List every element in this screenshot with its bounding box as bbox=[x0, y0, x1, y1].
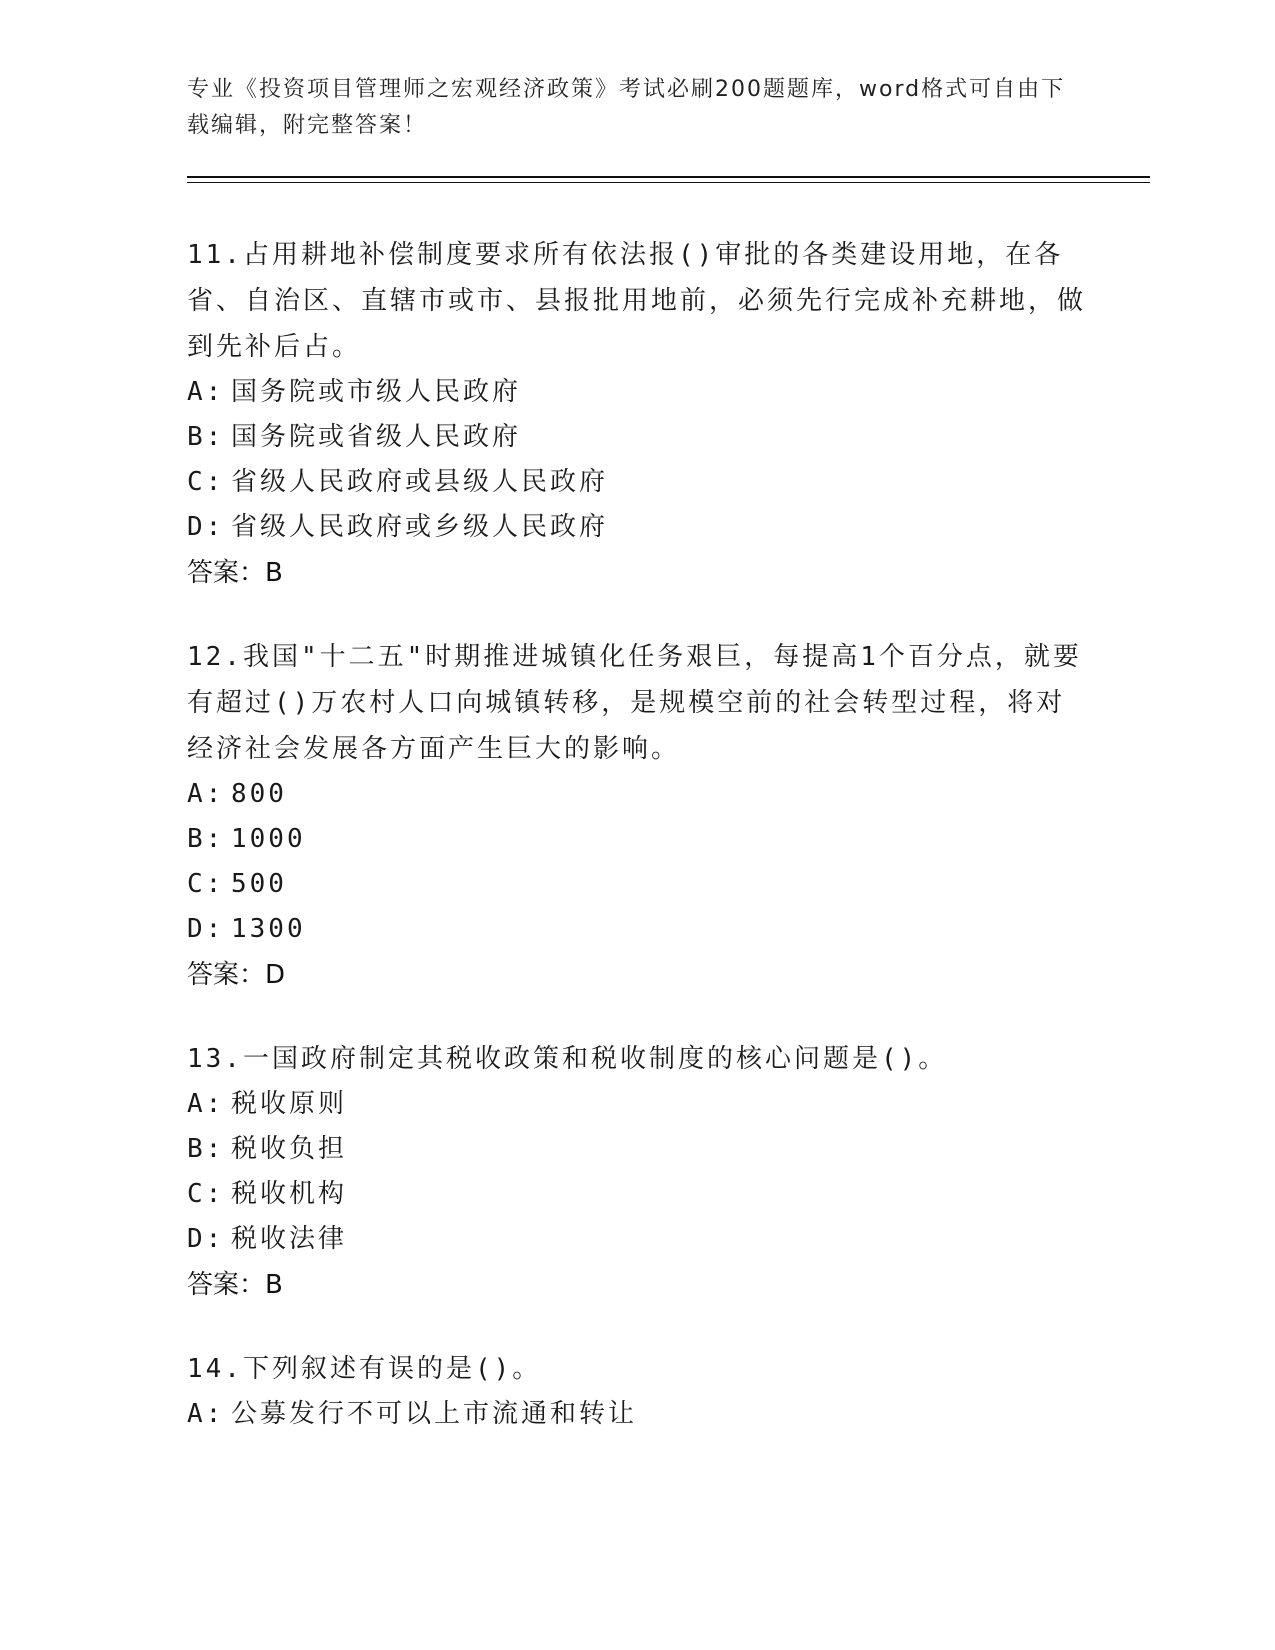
option-key: B: bbox=[187, 824, 225, 854]
header-divider bbox=[187, 176, 1150, 178]
option-text: 国务院或市级人民政府 bbox=[231, 377, 522, 407]
option-key: B: bbox=[187, 1134, 225, 1164]
question-list bbox=[187, 232, 1087, 1475]
option-text: 1000 bbox=[231, 824, 306, 854]
option-key: C: bbox=[187, 467, 225, 497]
option-key: B: bbox=[187, 422, 225, 452]
answer-line: 答案：B bbox=[187, 558, 283, 588]
question-14 bbox=[187, 1346, 1087, 1437]
option-text: 省级人民政府或乡级人民政府 bbox=[231, 512, 609, 542]
option-key: C: bbox=[187, 1179, 225, 1209]
answer-line: 答案：B bbox=[187, 1270, 283, 1300]
option-text: 1300 bbox=[231, 914, 306, 944]
option-key: A: bbox=[187, 779, 225, 809]
option-key: A: bbox=[187, 1089, 225, 1119]
option-text: 国务院或省级人民政府 bbox=[231, 422, 522, 452]
option-text: 省级人民政府或县级人民政府 bbox=[231, 467, 609, 497]
question-stem: 13.一国政府制定其税收政策和税收制度的核心问题是()。 bbox=[187, 1044, 948, 1074]
option-text: 税收机构 bbox=[231, 1179, 348, 1209]
question-stem: 12.我国"十二五"时期推进城镇化任务艰巨，每提高1个百分点，就要有超过()万农村人口向城镇转移，是规模空前的社会转型过程，将对经济社会发展各方面产生巨大的影响。 bbox=[187, 642, 1082, 764]
option-key: A: bbox=[187, 377, 225, 407]
option-c bbox=[187, 1172, 1087, 1217]
option-b bbox=[187, 817, 1087, 862]
option-text: 税收负担 bbox=[231, 1134, 348, 1164]
option-text: 公募发行不可以上市流通和转让 bbox=[231, 1399, 638, 1429]
option-key: C: bbox=[187, 869, 225, 899]
option-key: D: bbox=[187, 914, 225, 944]
document-header: 专业《投资项目管理师之宏观经济政策》考试必刷200题题库，word格式可自由下载编辑，附完整答案！ bbox=[187, 77, 1066, 138]
option-key: D: bbox=[187, 1224, 225, 1254]
option-key: A: bbox=[187, 1399, 225, 1429]
question-11 bbox=[187, 232, 1087, 596]
option-d bbox=[187, 907, 1087, 952]
question-12 bbox=[187, 634, 1087, 998]
option-a bbox=[187, 370, 1087, 415]
question-stem: 11.占用耕地补偿制度要求所有依法报()审批的各类建设用地，在各省、自治区、直辖市或市、县报批用地前，必须先行完成补充耕地，做到先补后占。 bbox=[187, 240, 1087, 362]
header-divider-thin bbox=[187, 182, 1150, 183]
option-b bbox=[187, 1127, 1087, 1172]
option-text: 500 bbox=[231, 869, 287, 899]
option-text: 800 bbox=[231, 779, 287, 809]
option-d bbox=[187, 1217, 1087, 1262]
question-13 bbox=[187, 1036, 1087, 1308]
option-b bbox=[187, 415, 1087, 460]
option-c bbox=[187, 862, 1087, 907]
option-text: 税收原则 bbox=[231, 1089, 348, 1119]
option-key: D: bbox=[187, 512, 225, 542]
option-c bbox=[187, 460, 1087, 505]
option-a bbox=[187, 1082, 1087, 1127]
answer-line: 答案：D bbox=[187, 960, 286, 990]
option-text: 税收法律 bbox=[231, 1224, 348, 1254]
option-d bbox=[187, 505, 1087, 550]
option-a bbox=[187, 1392, 1087, 1437]
question-stem: 14.下列叙述有误的是()。 bbox=[187, 1354, 542, 1384]
option-a bbox=[187, 772, 1087, 817]
